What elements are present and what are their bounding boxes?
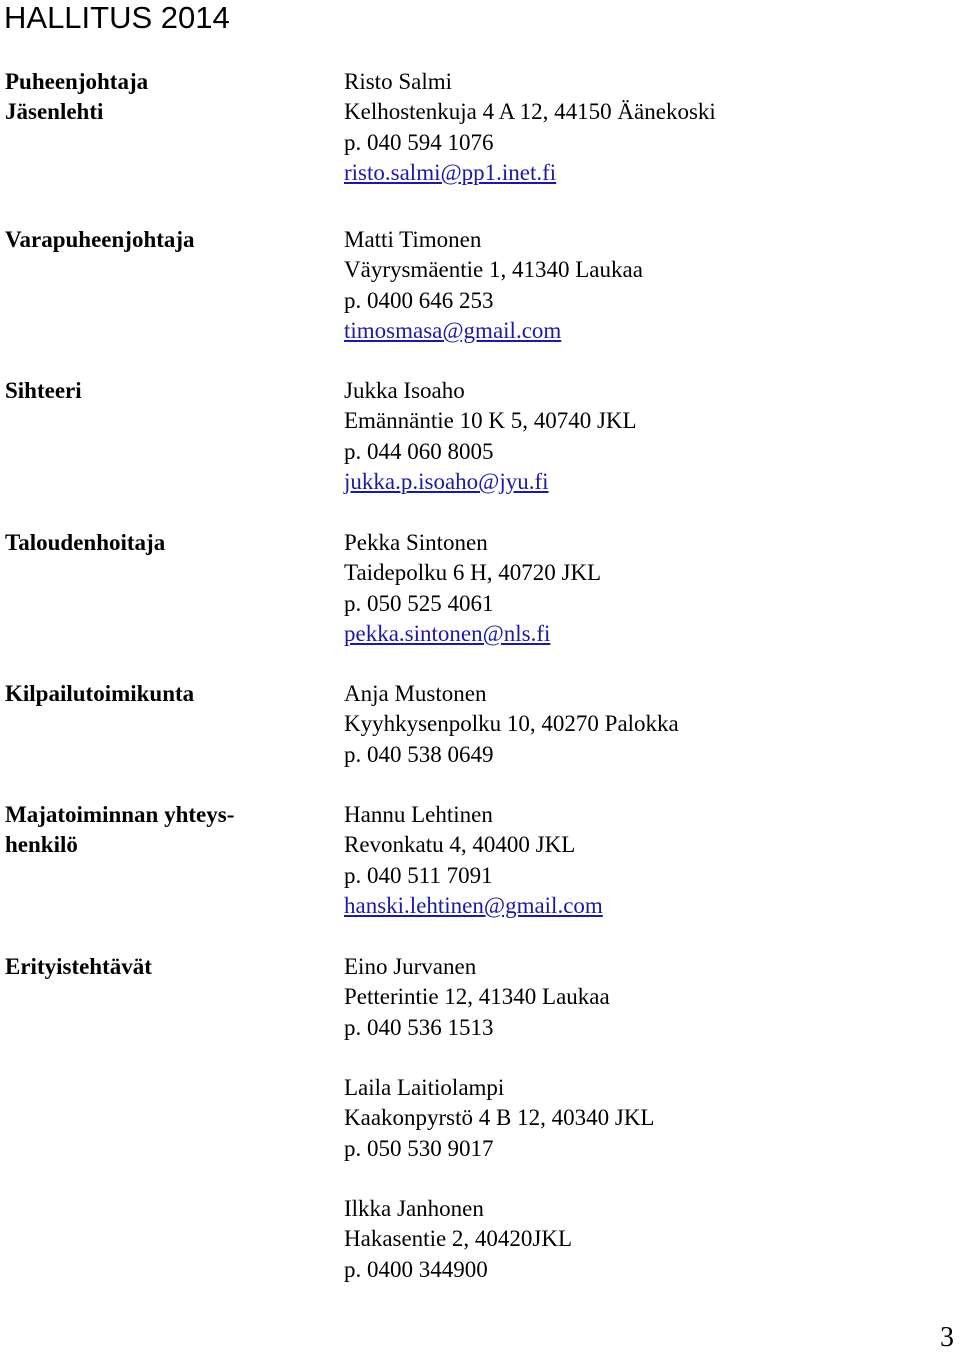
role-puheenjohtaja	[5, 67, 148, 128]
contact-name: Pekka Sintonen	[344, 530, 488, 555]
contact-address: Väyrysmäentie 1, 41340 Laukaa	[344, 257, 643, 283]
contact-block	[344, 800, 603, 921]
contact-address: Petterintie 12, 41340 Laukaa	[344, 984, 610, 1010]
role-erityistehtavat	[5, 952, 152, 982]
page-number: 3	[940, 1322, 954, 1353]
contact-name: Hannu Lehtinen	[344, 802, 493, 827]
role-label: Puheenjohtaja	[5, 69, 149, 94]
role-label: Majatoiminnan yhteys-	[5, 802, 235, 827]
contact-phone: p. 0400 646 253	[344, 287, 494, 313]
contact-address: Kelhostenkuja 4 A 12, 44150 Äänekoski	[344, 99, 716, 125]
contact-name: Matti Timonen	[344, 227, 482, 252]
contact-block	[344, 1194, 572, 1285]
role-label: Erityistehtävät	[5, 954, 152, 979]
contact-name: Anja Mustonen	[344, 681, 487, 706]
contact-block	[344, 952, 610, 1043]
contact-address: Kyyhkysenpolku 10, 40270 Palokka	[344, 711, 679, 737]
contact-address: Revonkatu 4, 40400 JKL	[344, 832, 576, 858]
contact-phone: p. 040 594 1076	[344, 129, 494, 155]
contact-block	[344, 1073, 654, 1164]
role-sihteeri	[5, 376, 82, 406]
contact-email-link[interactable]: pekka.sintonen@nls.fi	[344, 620, 551, 646]
role-label: Jäsenlehti	[5, 99, 104, 125]
contact-email-link[interactable]: timosmasa@gmail.com	[344, 317, 562, 343]
contact-name: Ilkka Janhonen	[344, 1196, 484, 1221]
contact-email-link[interactable]: hanski.lehtinen@gmail.com	[344, 892, 603, 918]
page-title: HALLITUS 2014	[4, 0, 230, 35]
role-kilpailutoimikunta	[5, 679, 194, 709]
contact-address: Taidepolku 6 H, 40720 JKL	[344, 560, 602, 586]
contact-block	[344, 528, 601, 649]
role-majatoiminta	[5, 800, 234, 861]
contact-block	[344, 679, 679, 770]
contact-name: Jukka Isoaho	[344, 378, 465, 403]
contact-block	[344, 67, 716, 188]
role-label: Sihteeri	[5, 378, 82, 403]
contact-email-link[interactable]: risto.salmi@pp1.inet.fi	[344, 159, 557, 185]
contact-address: Hakasentie 2, 40420JKL	[344, 1226, 573, 1252]
contact-phone: p. 050 525 4061	[344, 590, 494, 616]
contact-address: Emännäntie 10 K 5, 40740 JKL	[344, 408, 637, 434]
contact-block	[344, 376, 637, 497]
contact-name: Eino Jurvanen	[344, 954, 477, 979]
role-label: Taloudenhoitaja	[5, 530, 166, 555]
role-label: henkilö	[5, 832, 78, 858]
contact-email-link[interactable]: jukka.p.isoaho@jyu.fi	[344, 468, 549, 494]
contact-address: Kaakonpyrstö 4 B 12, 40340 JKL	[344, 1105, 655, 1131]
contact-phone: p. 050 530 9017	[344, 1135, 494, 1161]
contact-phone: p. 040 536 1513	[344, 1014, 494, 1040]
role-label: Varapuheenjohtaja	[5, 227, 195, 252]
contact-block	[344, 225, 643, 346]
contact-phone: p. 040 511 7091	[344, 862, 493, 888]
role-varapuheenjohtaja	[5, 225, 195, 255]
contact-name: Risto Salmi	[344, 69, 452, 94]
role-taloudenhoitaja	[5, 528, 165, 558]
contact-phone: p. 0400 344900	[344, 1256, 488, 1282]
contact-phone: p. 040 538 0649	[344, 741, 494, 767]
contact-name: Laila Laitiolampi	[344, 1075, 505, 1100]
role-label: Kilpailutoimikunta	[5, 681, 195, 706]
contact-phone: p. 044 060 8005	[344, 438, 494, 464]
